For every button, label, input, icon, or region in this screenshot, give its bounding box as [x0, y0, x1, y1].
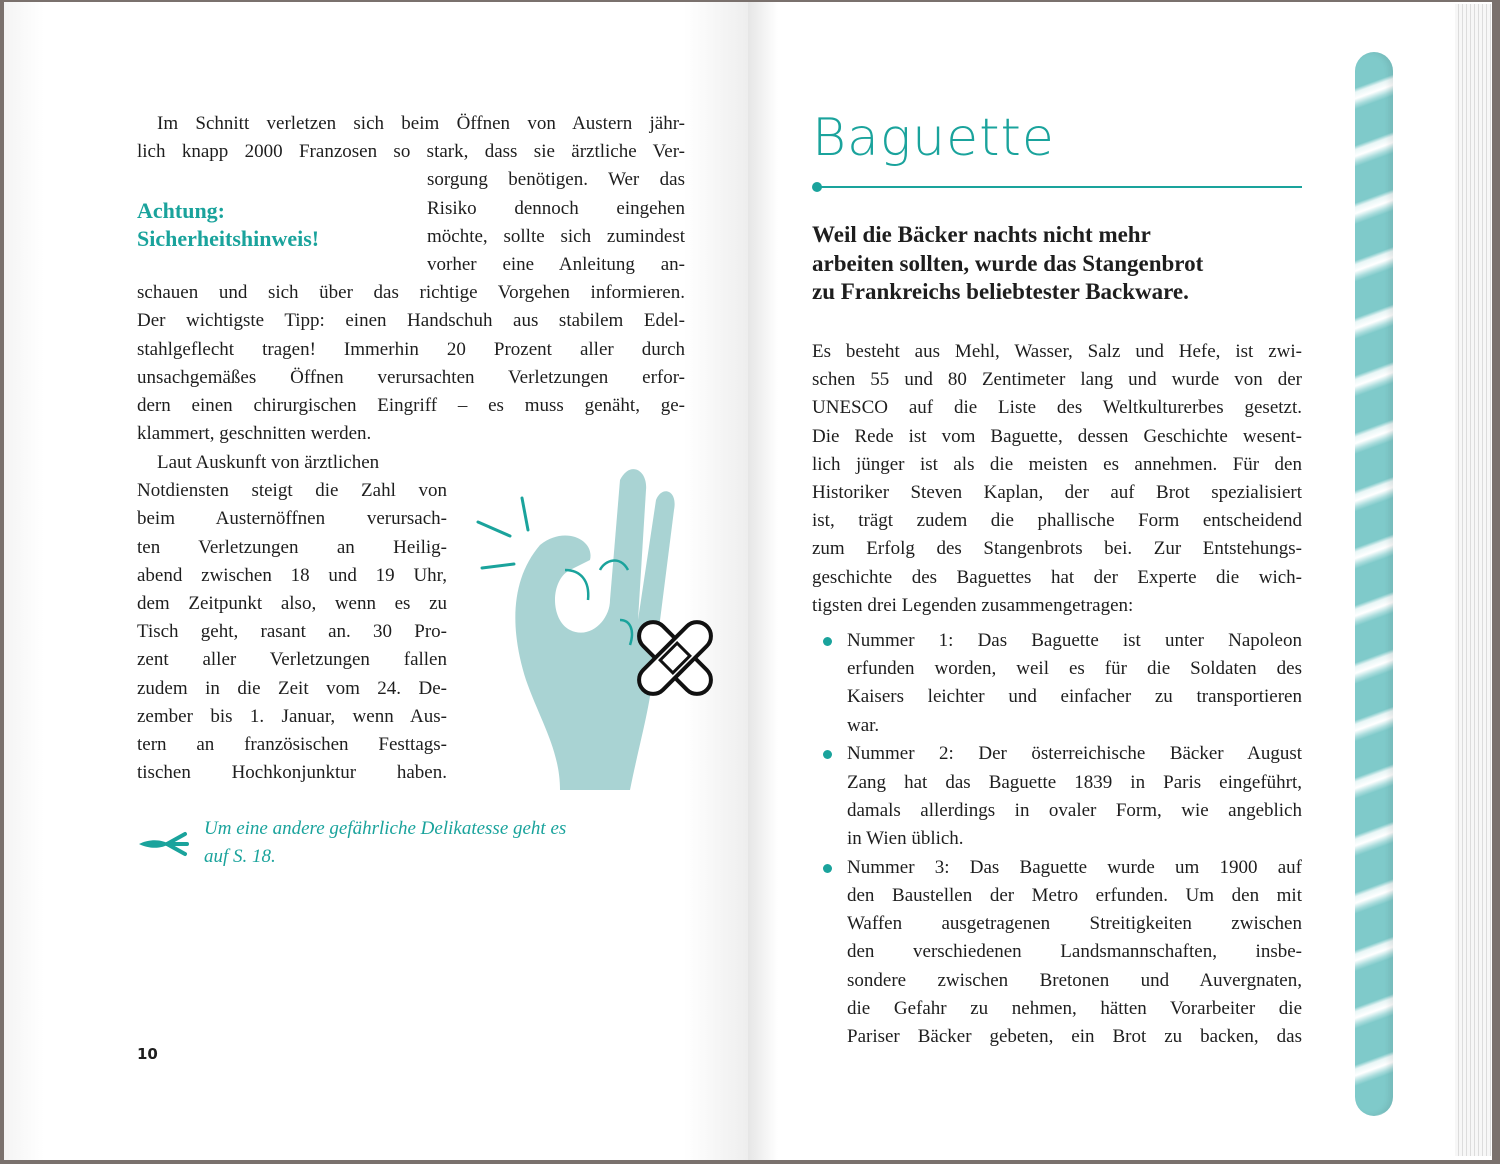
text-line: Nummer 1: Das Baguette ist unter Napoleon — [847, 630, 1302, 651]
text-line: lich jünger ist als die meisten es annehmen. Für den — [812, 453, 1302, 475]
text-line: tischen Hochkonjunktur haben. — [137, 762, 447, 784]
text-line: Nummer 3: Das Baguette wurde um 1900 auf — [847, 856, 1302, 878]
text-line: schauen und sich über das richtige Vorgehen informieren. — [137, 282, 685, 304]
text-line: erfunden worden, weil es für die Soldaten des — [847, 658, 1302, 680]
text-line: möchte, sollte sich zumindest — [427, 225, 685, 247]
text-line: zum Erfolg des Stangenbrots bei. Zur Entstehungs- — [812, 538, 1302, 560]
text-line: zudem in die Zeit vom 24. De- — [137, 677, 447, 699]
page-edges — [1455, 4, 1491, 1156]
text-line: tern an französischen Festtags- — [137, 734, 447, 755]
text-line: Historiker Steven Kaplan, der auf Brot spezialisiert — [812, 482, 1302, 503]
warning-heading-line2: Sicherheitshinweis! — [137, 226, 320, 251]
text-line: stahlgeflecht tragen! Immerhin 20 Prozent aller durch — [137, 338, 685, 360]
text-line: Es besteht aus Mehl, Wasser, Salz und Hefe, ist zwi- — [812, 341, 1302, 362]
text-line: Im Schnitt verletzen sich beim Öffnen von Austern jähr- — [157, 113, 685, 134]
cross-reference-line2: auf S. 18. — [204, 846, 276, 867]
text-line: zember bis 1. Januar, wenn Aus- — [137, 705, 447, 727]
text-line: Laut Auskunft von ärztlichen — [157, 452, 380, 473]
text-line: damals allerdings in ovaler Form, wie angeblich — [847, 799, 1302, 821]
warning-heading-line1: Achtung: — [137, 198, 226, 223]
arrow-icon — [137, 830, 189, 860]
text-line: Der wichtigste Tipp: einen Handschuh aus stabilem Edel- — [137, 310, 685, 332]
bullet-dot-icon — [823, 864, 832, 873]
text-line: dem Zeitpunkt also, wenn es zu — [137, 593, 447, 614]
text-line: Pariser Bäcker gebeten, ein Brot zu backen, das — [847, 1026, 1302, 1047]
text-line: geschichte des Baguettes hat der Experte die wich- — [812, 566, 1302, 588]
text-line: unsachgemäßes Öffnen verursachten Verletzungen erfor- — [137, 366, 685, 388]
baguette-illustration — [1355, 52, 1393, 1116]
text-line: dern einen chirurgischen Eingriff – es muss genäht, ge- — [137, 395, 685, 416]
text-line: ten Verletzungen an Heilig- — [137, 536, 447, 558]
text-line: Risiko dennoch eingehen — [427, 197, 685, 219]
text-line: schen 55 und 80 Zentimeter lang und wurde von der — [812, 369, 1302, 391]
subtitle-line: arbeiten sollten, wurde das Stangenbrot — [812, 251, 1204, 276]
text-line: Zang hat das Baguette 1839 in Paris eingeführt, — [847, 771, 1302, 793]
text-line: vorher eine Anleitung an- — [427, 254, 685, 275]
text-line: sondere zwischen Bretonen und Auvergnaten, — [847, 969, 1302, 991]
text-line: Die Rede ist vom Baguette, dessen Geschichte wesent- — [812, 425, 1302, 447]
text-line: Nummer 2: Der österreichische Bäcker August — [847, 743, 1302, 765]
text-line: beim Austernöffnen verursach- — [137, 508, 447, 530]
text-line: Kaisers leichter und einfacher zu transportieren — [847, 686, 1302, 708]
title-rule — [818, 186, 1302, 188]
text-line: war. — [847, 714, 880, 736]
bullet-dot-icon — [823, 637, 832, 646]
text-line: klammert, geschnitten werden. — [137, 423, 372, 445]
ok-hand-bandage-icon — [470, 460, 730, 800]
text-line: den verschiedenen Landsmannschaften, insbe- — [847, 941, 1302, 963]
text-line: lich knapp 2000 Franzosen so stark, dass sie ärztliche Ver- — [137, 141, 685, 163]
text-line: Notdiensten steigt die Zahl von — [137, 480, 447, 502]
subtitle-line: zu Frankreichs beliebtester Backware. — [812, 279, 1189, 304]
text-line: Waffen ausgetragenen Streitigkeiten zwischen — [847, 913, 1302, 935]
page-number: 10 — [137, 1045, 158, 1063]
subtitle-line: Weil die Bäcker nachts nicht mehr — [812, 222, 1151, 247]
text-line: die Gefahr zu nehmen, hätten Vorarbeiter die — [847, 997, 1302, 1019]
text-line: zent aller Verletzungen fallen — [137, 649, 447, 671]
text-line: abend zwischen 18 und 19 Uhr, — [137, 564, 447, 586]
text-line: in Wien üblich. — [847, 828, 964, 849]
text-line: Tisch geht, rasant an. 30 Pro- — [137, 621, 447, 643]
text-line: tigsten drei Legenden zusammengetragen: — [812, 594, 1134, 616]
text-line: den Baustellen der Metro erfunden. Um den mit — [847, 885, 1302, 906]
text-line: ist, trägt zudem die phallische Form entscheidend — [812, 510, 1302, 532]
text-line: sorgung benötigen. Wer das — [427, 169, 685, 191]
text-line: UNESCO auf die Liste des Weltkulturerbes gesetzt. — [812, 397, 1302, 419]
page-title: Baguette — [812, 108, 1055, 168]
cross-reference-line1: Um eine andere gefährliche Delikatesse geht es — [204, 818, 567, 839]
